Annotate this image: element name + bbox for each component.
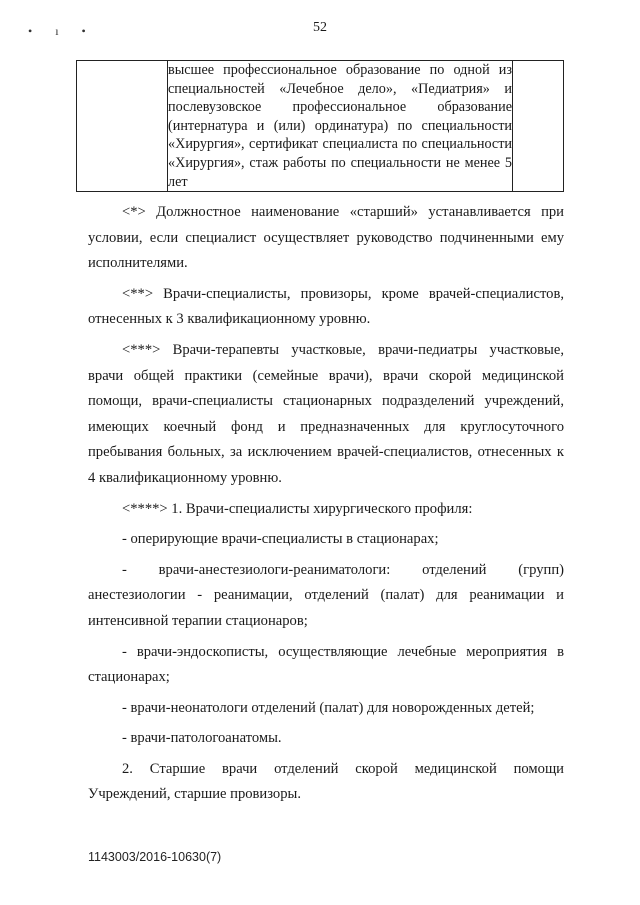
footnote-surgical-profile: <****> 1. Врачи-специалисты хирургического профиля: bbox=[122, 500, 473, 517]
footnote-senior-title: <*> Должностное наименование «старший» устанавливается при условии, если специалист осуществляет руководство подчиненными ему исполнителями. bbox=[88, 204, 564, 272]
list-item: - врачи-эндоскописты, осуществляющие лечебные мероприятия в стационарах; bbox=[88, 643, 564, 686]
requirements-table bbox=[76, 60, 564, 192]
document-id: 1143003/2016-10630(7) bbox=[88, 850, 222, 864]
list-item: - врачи-анестезиологи-реаниматологи: отделений (групп) анестезиологии - реанимации, отделений (палат) для реанимации и интенсивной терапии стационаров; bbox=[88, 561, 564, 629]
footnote-senior-doctors: 2. Старшие врачи отделений скорой медицинской помощи Учреждений, старшие провизоры. bbox=[88, 760, 564, 803]
list-item: - оперирующие врачи-специалисты в стационарах; bbox=[122, 531, 439, 548]
footnote-specialists: <**> Врачи-специалисты, провизоры, кроме врачей-специалистов, отнесенных к 3 квалификационному уровню. bbox=[88, 285, 564, 328]
list-item: - врачи-неонатологи отделений (палат) для новорожденных детей; bbox=[122, 699, 535, 716]
footnote-therapists: <***> Врачи-терапевты участковые, врачи-педиатры участковые, врачи общей практики (семейные врачи), врачи скорой медицинской помощи, врачи-специалисты стационарных подразделений учреждений, имеющих коечный фонд и предназначенных для круглосуточного пребывания больных, за исключением врачей-специалистов, отнесенных к 4 квалификационному уровню. bbox=[88, 341, 564, 486]
scan-specks: • ı • bbox=[28, 24, 96, 38]
table-cell-empty-right bbox=[513, 61, 564, 192]
footnotes bbox=[88, 200, 564, 808]
table-cell-empty-left bbox=[77, 61, 168, 192]
table-row bbox=[77, 61, 564, 192]
list-item: - врачи-патологоанатомы. bbox=[122, 730, 282, 747]
table-cell-requirements: высшее профессиональное образование по одной из специальностей «Лечебное дело», «Педиатрия» и послевузовское профессиональное образование (интернатура и (или) ординатура) по специальности «Хирургия», сертификат специалиста по специальности «Хирургия», стаж работы по специальности не менее 5 лет bbox=[168, 61, 513, 192]
page-number: 52 bbox=[313, 20, 327, 35]
